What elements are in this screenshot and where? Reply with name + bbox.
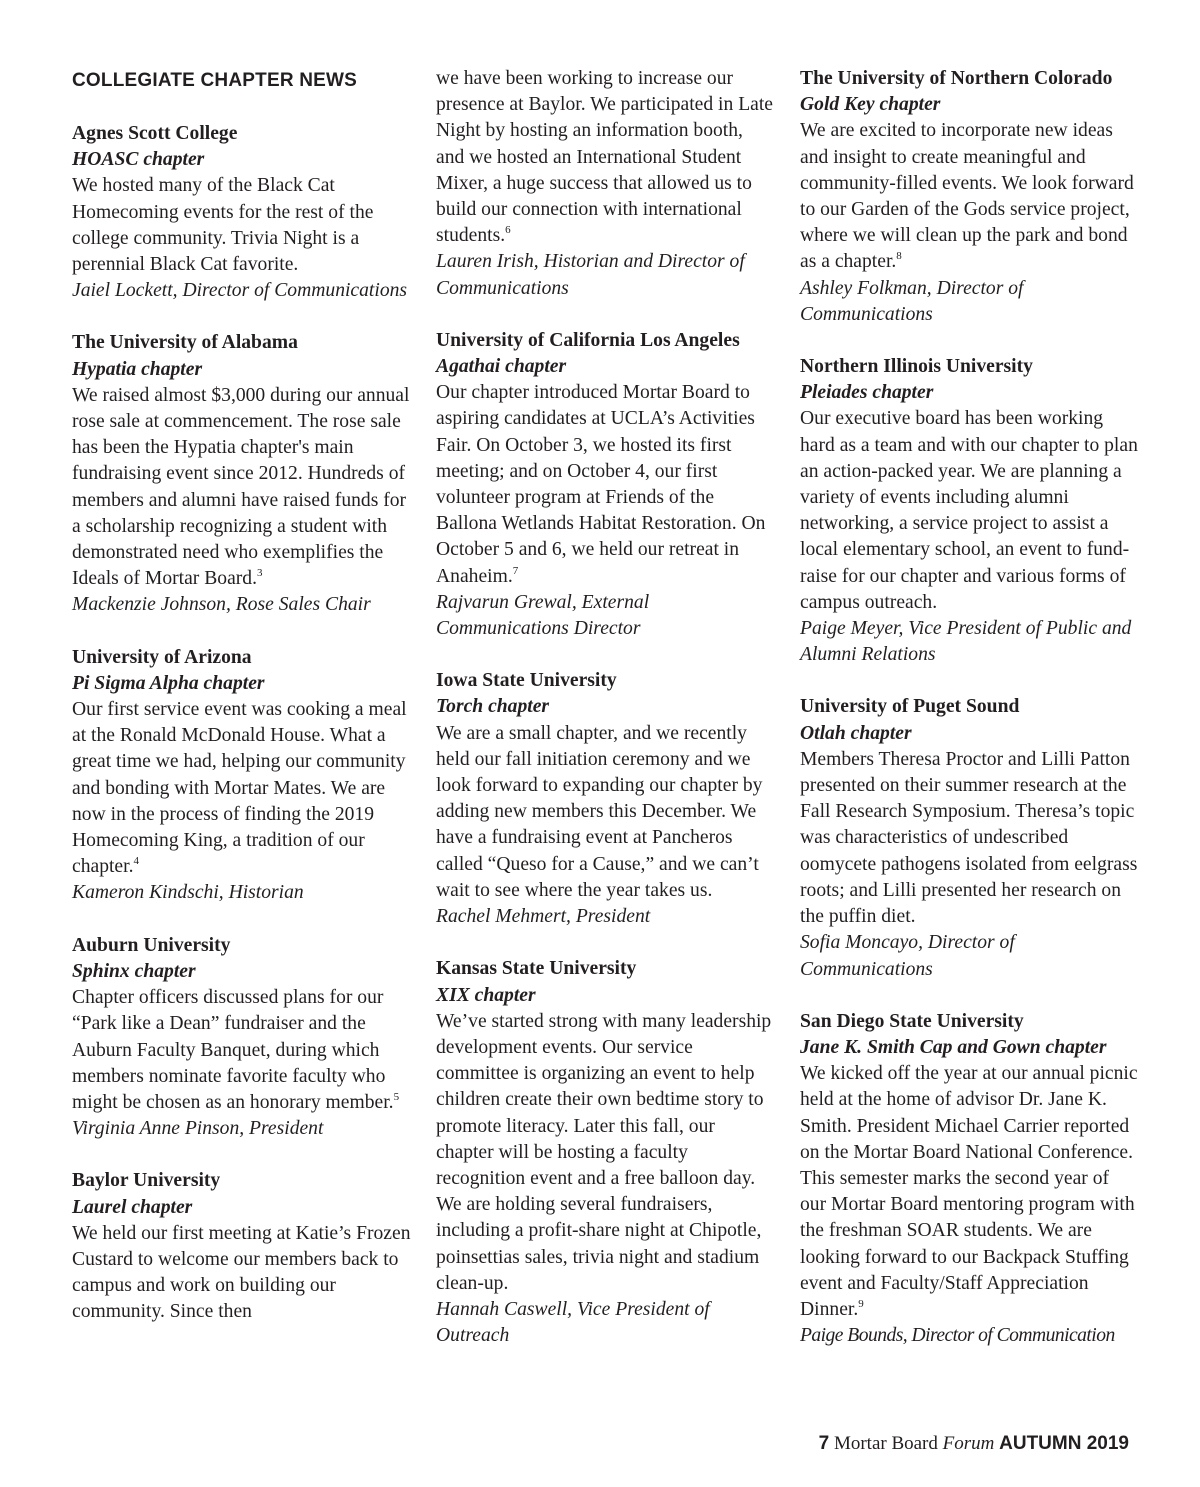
chapter-name: Laurel chapter [72, 1196, 193, 1218]
school-name: University of Puget Sound [800, 696, 1020, 718]
entry-text: We raised almost $3,000 during our annual rose sale at commencement. The rose sale has been the Hypatia chapter's main fundraising event since 2012. Hundreds of members and alumni have raised funds for a scholarship recognizing a student with demonstrated need who exemplifies the Ideals of Mortar Board.$^3$ [72, 384, 410, 590]
entry-text: We are a small chapter, and we recently held our fall initiation ceremony and we look forward to expanding our chapter by adding new members this December. We have a fundraising event at Pancheros called “Queso for a Cause,” and we can’t wait to see where the year takes us. [436, 722, 763, 901]
entry-text: We are excited to incorporate new ideas and insight to create meaningful and community-filled events. We look forward to our Garden of the Gods service project, where we will clean up the park and bond as a chapter.$^8$ [800, 120, 1134, 273]
footnote-ref: 7 [512, 564, 519, 577]
byline: Virginia Anne Pinson, President [72, 1118, 324, 1140]
school-name: Iowa State University [436, 670, 617, 692]
byline: Paige Bounds, Director of Communication [800, 1325, 1115, 1347]
school-name: Baylor University [72, 1170, 221, 1192]
chapter-name: Agathai chapter [436, 356, 567, 378]
school-name: University of California Los Angeles [436, 329, 740, 351]
news-entry-baylor [72, 1168, 412, 1325]
entry-text: Our first service event was cooking a meal at the Ronald McDonald House. What a great time we had, helping our community and bonding with Mortar Mates. We are now in the process of finding the 2019 Homecoming King, a tradition of our chapter.$^4$ [72, 699, 407, 878]
chapter-name: Hypatia chapter [72, 358, 203, 380]
news-entry-iowa-state [436, 668, 776, 930]
issue-season: AUTUMN 2019 [999, 1433, 1129, 1454]
news-entry-northern-colorado [800, 66, 1140, 328]
news-entry-arizona [72, 645, 412, 907]
chapter-name: XIX chapter [436, 984, 536, 1006]
entry-text: We held our first meeting at Katie’s Frozen Custard to welcome our members back to campus and work on building our community. Since then [72, 1222, 411, 1323]
magazine-name: Mortar Board [833, 1433, 938, 1454]
news-entry-baylor-continued [436, 66, 776, 302]
column-3 [800, 66, 1140, 1375]
chapter-name: Torch chapter [436, 696, 550, 718]
entry-text: Our chapter introduced Mortar Board to aspiring candidates at UCLA’s Activities Fair. On October 3, we hosted its first meeting; and on October 4, our first volunteer program at Friends of the Ballona Wetlands Habitat Restoration. On October 5 and 6, we held our retreat in Anaheim.$^7$ [436, 382, 766, 587]
chapter-name: Sphinx chapter [72, 960, 196, 982]
byline: Jaiel Lockett, Director of Communications [72, 280, 408, 302]
byline: Kameron Kindschi, Historian [72, 882, 304, 904]
page-number: 7 [818, 1433, 830, 1454]
news-entry-auburn [72, 933, 412, 1143]
byline: Mackenzie Johnson, Rose Sales Chair [72, 594, 371, 616]
byline: Rajvarun Grewal, External Communications Director [436, 591, 650, 640]
chapter-name: Pi Sigma Alpha chapter [72, 672, 265, 694]
news-entry-san-diego-state [800, 1009, 1140, 1350]
footnote-ref: 9 [858, 1297, 864, 1310]
entry-text: Our executive board has been working hard as a team and with our chapter to plan an action-packed year. We are planning a variety of events including alumni networking, a service project to assist a local elementary school, an event to fund-raise for our chapter and various forms of campus outreach. [800, 408, 1138, 613]
footnote-ref: 8 [896, 250, 902, 263]
school-name: Agnes Scott College [72, 123, 238, 144]
news-entry-agnes-scott [72, 121, 412, 304]
entry-text: We hosted many of the Black Cat Homecoming events for the rest of the college community. Trivia Night is a perennial Black Cat favorite. [72, 175, 374, 276]
entry-text: We’ve started strong with many leadership development events. Our service committee is organizing an event to help children create their own bedtime story to promote literacy. Later this fall, our chapter will be hosting a faculty recognition event and a free balloon day. We are holding several fundraisers, including a profit-share night at Chipotle, poinsettias sales, trivia night and stadium clean-up. [436, 1010, 772, 1294]
news-entry-alabama [72, 330, 412, 618]
byline: Rachel Mehmert, President [436, 906, 651, 928]
byline: Sofia Moncayo, Director of Communications [800, 932, 1015, 980]
byline: Lauren Irish, Historian and Director of Communications [436, 251, 745, 299]
column-2 [436, 66, 776, 1375]
school-name: Northern Illinois University [800, 356, 1033, 378]
magazine-name-italic: Forum [942, 1433, 995, 1454]
school-name: Auburn University [72, 934, 231, 956]
school-name: The University of Alabama [72, 332, 298, 354]
byline: Paige Meyer, Vice President of Public and Alumni Relations [800, 618, 1132, 666]
page-footer [819, 1432, 1129, 1456]
chapter-name: Pleiades chapter [800, 382, 934, 404]
school-name: The University of Northern Colorado [800, 68, 1113, 89]
entry-text: Members Theresa Proctor and Lilli Patton presented on their summer research at the Fall Research Symposium. Theresa’s topic was characteristics of undescribed oomycete pathogens isolated from eelgrass roots; and Lilli presented her research on the puffin diet. [800, 748, 1138, 928]
footnote-ref: 5 [393, 1090, 400, 1103]
entry-text: we have been working to increase our presence at Baylor. We participated in Late Night by hosting an information booth, and we hosted an International Student Mixer, a huge success that allowed us to build our connection with international students.$^6$ [436, 68, 773, 247]
column-1 [72, 66, 412, 1352]
chapter-name: Otlah chapter [800, 722, 912, 744]
entry-text: We kicked off the year at our annual picnic held at the home of advisor Dr. Jane K. Smith. President Michael Carrier reported on the Mortar Board National Conference. This semester marks the second year of our Mortar Board mentoring program with the freshman SOAR students. We are looking forward to our Backpack Stuffing event and Faculty/Staff Appreciation Dinner.$^9$ [800, 1063, 1138, 1320]
byline: Hannah Caswell, Vice President of Outreach [436, 1298, 710, 1347]
footnote-ref: 6 [505, 224, 511, 237]
school-name: San Diego State University [800, 1010, 1024, 1032]
school-name: Kansas State University [436, 958, 637, 980]
chapter-name: HOASC chapter [72, 149, 205, 171]
footnote-ref: 3 [257, 567, 263, 580]
chapter-name: Gold Key chapter [800, 94, 941, 116]
footnote-ref: 4 [133, 855, 139, 868]
news-entry-puget-sound [800, 694, 1140, 982]
entry-text: Chapter officers discussed plans for our “Park like a Dean” fundraiser and the Auburn Faculty Banquet, during which members nominate favorite faculty who might be chosen as an honorary member.$^5$ [72, 987, 400, 1113]
byline: Ashley Folkman, Director of Communications [800, 277, 1024, 325]
news-entry-ucla [436, 328, 776, 642]
chapter-name: Jane K. Smith Cap and Gown chapter [800, 1036, 1107, 1058]
news-entry-northern-illinois [800, 354, 1140, 668]
news-entry-kansas-state [436, 956, 776, 1349]
school-name: University of Arizona [72, 646, 252, 668]
section-title: COLLEGIATE CHAPTER NEWS [72, 70, 358, 91]
